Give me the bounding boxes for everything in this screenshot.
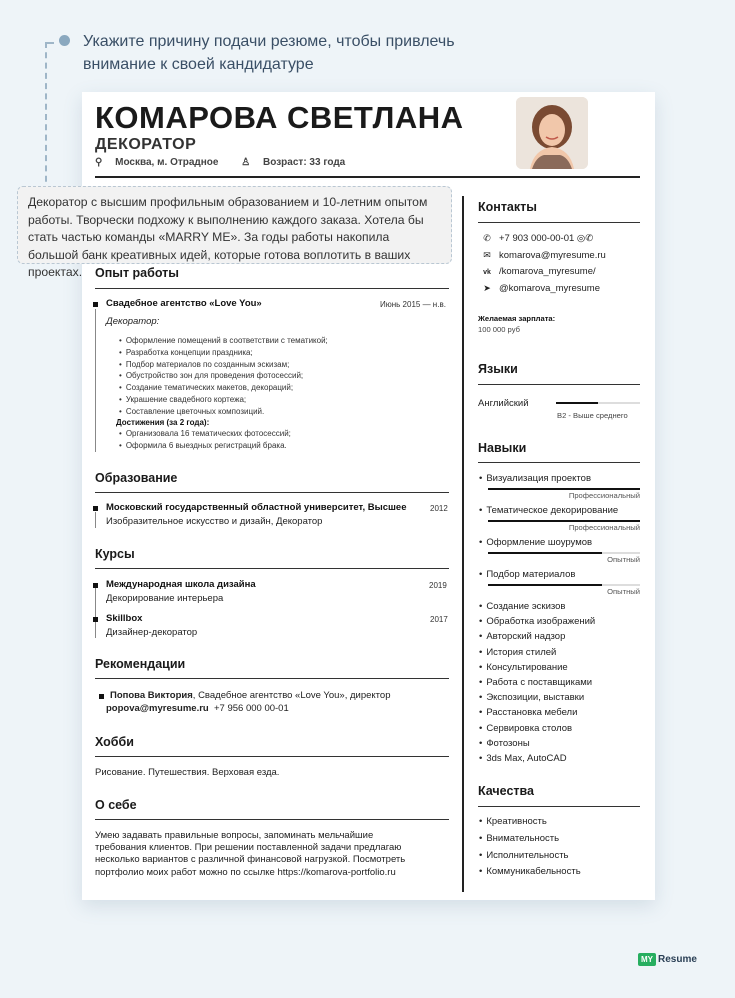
recommender-email[interactable]: popova@myresume.ru: [106, 703, 209, 714]
email-icon: ✉: [483, 250, 491, 260]
bullet-square: [93, 583, 98, 588]
skills-heading: Навыки: [478, 441, 527, 455]
about-line: портфолио моих работ можно по ссылке https://komarova-portfolio.ru: [95, 866, 396, 878]
timeline-line: [95, 586, 96, 638]
skill-level: Опытный: [607, 555, 640, 564]
skill-level-bar: [488, 520, 640, 522]
achievements-label: Достижения (за 2 года):: [116, 418, 210, 427]
about-divider: [95, 819, 449, 820]
skill-level: Опытный: [607, 587, 640, 596]
quality-item: • Креативность: [479, 816, 547, 827]
skill-item: • Оформление шоурумов: [479, 537, 592, 548]
person-icon: ♙: [241, 157, 251, 168]
recommender-details: , Свадебное агентство «Love You», директор: [192, 690, 391, 701]
about-line: несколько вариантов с различной финансовой нагрузкой. Посмотреть: [95, 854, 406, 866]
course-desc: Декорирование интерьера: [106, 593, 224, 604]
skill-item: • 3ds Max, AutoCAD: [479, 753, 567, 764]
salary-label: Желаемая зарплата:: [478, 314, 556, 323]
skill-level-bar: [488, 584, 640, 586]
skill-item: • Фотозоны: [479, 738, 530, 749]
recommendations-divider: [95, 678, 449, 679]
skill-item: • Визуализация проектов: [479, 473, 591, 484]
location-pin-icon: ⚲: [95, 157, 103, 168]
experience-heading: Опыт работы: [95, 266, 179, 280]
bullet-square: [93, 506, 98, 511]
duty-item: • Разработка концепции праздника;: [119, 348, 253, 357]
recommendation-line: [110, 690, 391, 701]
about-line: Умею задавать правильные вопросы, запоминать мельчайшие: [95, 830, 374, 841]
tip-connector: [45, 42, 47, 192]
languages-heading: Языки: [478, 362, 518, 376]
experience-dates: Июнь 2015 — н.в.: [380, 300, 446, 309]
candidate-title: ДЕКОРАТОР: [95, 136, 197, 153]
skill-item: • История стилей: [479, 647, 556, 658]
location: ⚲ Москва, м. Отрадное: [95, 157, 219, 168]
course-year: 2019: [429, 581, 447, 590]
experience-divider: [95, 288, 449, 289]
about-heading: О себе: [95, 798, 137, 812]
language-level-bar: [556, 402, 640, 404]
tip-dot: [59, 35, 70, 46]
course-year: 2017: [430, 615, 448, 624]
tip-connector-top: [45, 42, 54, 44]
bullet-square: [99, 694, 104, 699]
quality-item: • Коммуникабельность: [479, 866, 581, 877]
duty-item: • Подбор материалов по созданным эскизам;: [119, 360, 289, 369]
recommender-name: Попова Виктория: [110, 690, 193, 701]
skill-item: • Создание эскизов: [479, 601, 565, 612]
qualities-divider: [478, 806, 640, 807]
education-school: Московский государственный областной университет, Высшее: [106, 502, 407, 513]
about-line: требования клиентов. При решении поставленной задачи предлагаю: [95, 842, 402, 854]
candidate-meta: [95, 157, 365, 168]
contact-telegram[interactable]: ➤ @komarova_myresume: [481, 283, 600, 294]
courses-divider: [95, 568, 449, 569]
skill-level-bar: [488, 552, 640, 554]
skill-item: • Обработка изображений: [479, 616, 595, 627]
contact-email[interactable]: ✉ komarova@myresume.ru: [481, 250, 606, 261]
quality-item: • Внимательность: [479, 833, 559, 844]
duty-item: • Украшение свадебного кортежа;: [119, 395, 246, 404]
skills-divider: [478, 462, 640, 463]
phone-icon: ✆: [483, 233, 491, 243]
qualities-heading: Качества: [478, 784, 535, 798]
hobby-text: Рисование. Путешествия. Верховая езда.: [95, 767, 280, 778]
course-desc: Дизайнер-декоратор: [106, 627, 198, 638]
skill-item: • Работа с поставщиками: [479, 677, 592, 688]
salary-value: 100 000 руб: [478, 325, 520, 334]
skill-item: • Тематическое декорирование: [479, 505, 618, 516]
skill-level-bar: [488, 488, 640, 490]
candidate-name: КОМАРОВА СВЕТЛАНА: [95, 100, 464, 135]
courses-heading: Курсы: [95, 547, 135, 561]
course-name: Skillbox: [106, 613, 143, 624]
skill-item: • Сервировка столов: [479, 723, 572, 734]
contacts-divider: [478, 222, 640, 223]
language-name: Английский: [478, 398, 529, 409]
course-name: Международная школа дизайна: [106, 579, 256, 590]
job-role: Декоратор:: [106, 316, 160, 327]
language-level: B2 - Выше среднего: [557, 411, 628, 420]
skill-item: • Экспозиции, выставки: [479, 692, 584, 703]
viber-icon: ✆: [585, 233, 594, 244]
hobby-heading: Хобби: [95, 735, 134, 749]
timeline-line: [95, 309, 96, 452]
profile-photo: [516, 97, 588, 169]
skill-item: • Расстановка мебели: [479, 707, 577, 718]
education-heading: Образование: [95, 471, 178, 485]
duty-item: • Создание тематических макетов, декораций;: [119, 383, 293, 392]
duty-item: • Оформление помещений в соответствии с тематикой;: [119, 336, 328, 345]
skill-level: Профессиональный: [568, 491, 640, 500]
age: ♙ Возраст: 33 года: [241, 157, 346, 168]
tip-text: Укажите причину подачи резюме, чтобы привлечь внимание к своей кандидатуре: [83, 33, 455, 73]
skill-item: • Консультирование: [479, 662, 568, 673]
myresume-logo: MY Resume: [638, 953, 697, 966]
skill-item: • Авторский надзор: [479, 631, 565, 642]
summary-box: Декоратор с высшим профильным образованием и 10-летним опытом работы. Творчески подхожу к выполнению каждого заказа. Хотела бы стать частью команды «MARRY ME». За годы работы накопила большой банк креативных идей, которые готова воплотить в ваших проектах.: [17, 186, 452, 264]
achievement-item: • Оформила 6 выездных регистраций брака.: [119, 441, 287, 450]
bullet-square: [93, 617, 98, 622]
skill-level: Профессиональный: [568, 523, 640, 532]
bullet-square: [93, 302, 98, 307]
header-divider: [95, 176, 640, 178]
recommendations-heading: Рекомендации: [95, 657, 186, 671]
contacts-heading: Контакты: [478, 200, 537, 214]
education-year: 2012: [430, 504, 448, 513]
quality-item: • Исполнительность: [479, 850, 569, 861]
column-divider: [462, 196, 464, 892]
languages-divider: [478, 384, 640, 385]
whatsapp-icon: ◎: [576, 233, 586, 244]
recommendation-contacts: [106, 703, 289, 714]
education-field: Изобразительное искусство и дизайн, Декоратор: [106, 516, 323, 527]
contact-vk[interactable]: vk /komarova_myresume/: [481, 266, 596, 277]
company-name: Свадебное агентство «Love You»: [106, 298, 262, 309]
telegram-icon: ➤: [483, 283, 491, 293]
achievement-item: • Организовала 16 тематических фотосессий;: [119, 429, 291, 438]
education-divider: [95, 492, 449, 493]
hobby-divider: [95, 756, 449, 757]
contact-phone: ✆ +7 903 000-00-01 ◎✆: [481, 233, 593, 244]
duty-item: • Составление цветочных композиций.: [119, 407, 264, 416]
duty-item: • Обустройство зон для проведения фотосессий;: [119, 371, 303, 380]
recommender-phone: +7 956 000 00-01: [214, 703, 289, 714]
timeline-line: [95, 512, 96, 528]
skill-item: • Подбор материалов: [479, 569, 575, 580]
vk-icon: vk: [483, 269, 491, 276]
